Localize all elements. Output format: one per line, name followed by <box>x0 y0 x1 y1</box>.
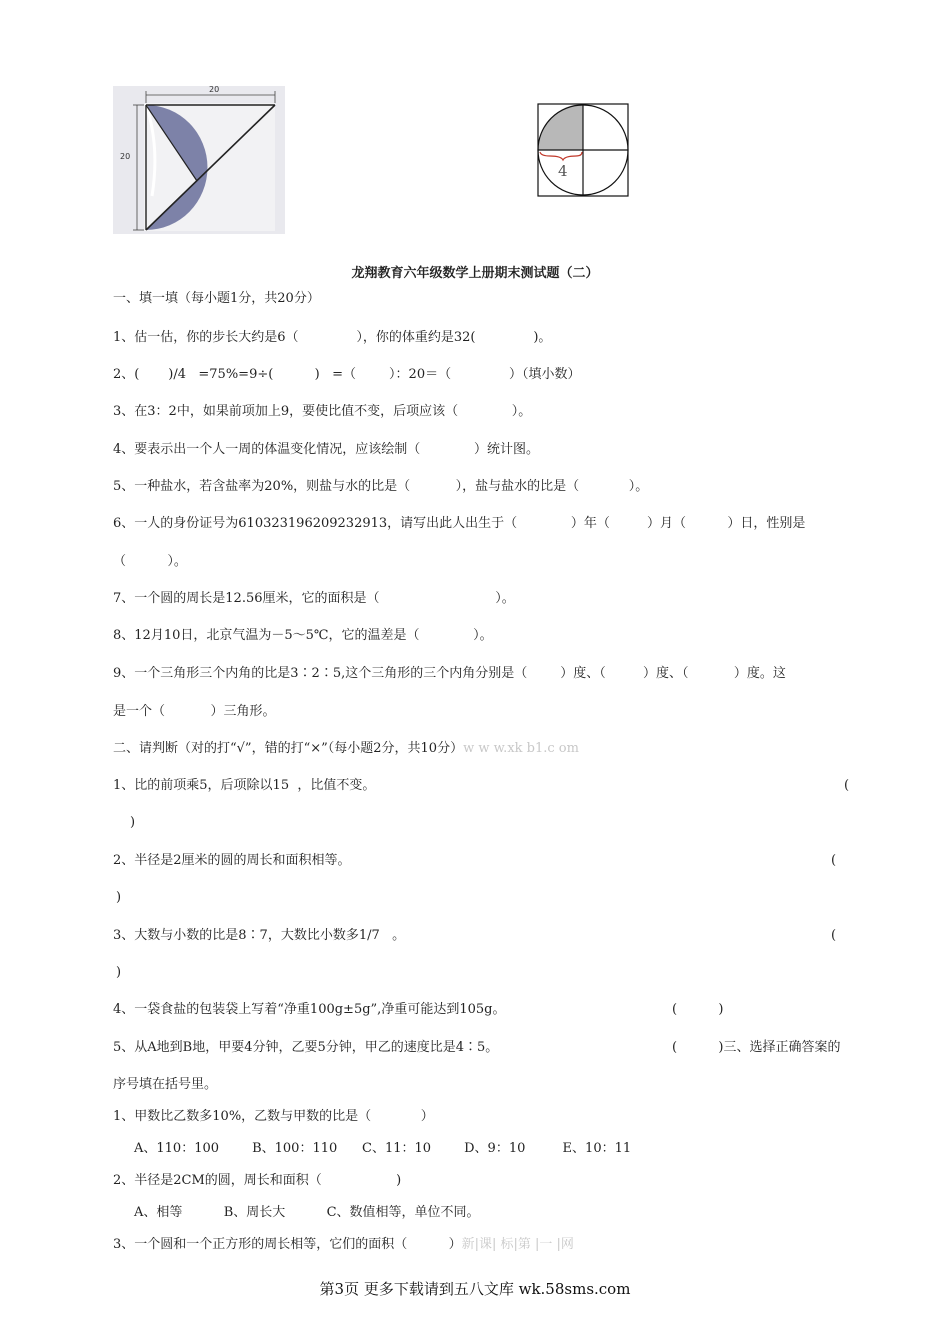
s2-q1-paren-close: ) <box>130 815 136 830</box>
s1-q2: 2、( )/4 =75%=9÷( ) =（ ）：20＝（ ）（填小数） <box>113 367 581 382</box>
s1-q9-line2: 是一个（ ）三角形。 <box>113 704 276 719</box>
s2-q5-paren-text: ( ) <box>672 1040 724 1055</box>
s2-q5: 5、从A地到B地，甲要4分钟，乙要5分钟，甲乙的速度比是4∶5。 <box>113 1040 499 1055</box>
s2-q2-paren-close: ) <box>116 890 122 905</box>
section3-heading: 三、选择正确答案的 <box>723 1040 841 1055</box>
page-footer: 第3页 更多下载请到五八文库 wk.58sms.com <box>319 1280 631 1298</box>
s2-q3: 3、大数与小数的比是8∶7，大数比小数多1/7 。 <box>113 928 406 943</box>
s2-q1: 1、比的前项乘5，后项除以15 ，比值不变。 <box>113 778 376 793</box>
s3-q2-options: A、相等 B、周长大 C、数值相等，单位不同。 <box>134 1205 480 1220</box>
s3-q3 <box>113 1237 574 1253</box>
circle-in-square-figure <box>535 100 635 198</box>
s3-watermark: 新|课| 标|第 |一 |网 <box>461 1237 574 1252</box>
s2-q3-paren-close: ) <box>116 965 122 980</box>
s1-q3: 3、在3：2中，如果前项加上9，要使比值不变，后项应该（ ）。 <box>113 404 532 419</box>
s2-q2: 2、半径是2厘米的圆的周长和面积相等。 <box>113 853 351 868</box>
page-title: 龙翔教育六年级数学上册期末测试题（二） <box>351 266 599 281</box>
s1-q7: 7、一个圆的周长是12.56厘米，它的面积是（ ）。 <box>113 591 515 606</box>
section2-heading <box>113 741 579 757</box>
s3-q2: 2、半径是2CM的圆，周长和面积（ ) <box>113 1173 402 1188</box>
s3-q3-text: 3、一个圆和一个正方形的周长相等，它们的面积（ ） <box>113 1237 462 1252</box>
s1-q4: 4、要表示出一个人一周的体温变化情况，应该绘制（ ）统计图。 <box>113 442 539 457</box>
s1-q1: 1、估一估，你的步长大约是6（ ），你的体重约是32( )。 <box>113 330 552 345</box>
s2-q2-paren-open: ( <box>831 853 837 868</box>
s1-q8: 8、12月10日，北京气温为－5～5℃，它的温差是（ ）。 <box>113 628 493 643</box>
section3-heading-cont: 序号填在括号里。 <box>113 1077 218 1092</box>
figure-radius-label: 4 <box>558 162 568 180</box>
s1-q6-line2: （ ）。 <box>113 554 187 569</box>
s3-q1-options: A、110：100 B、100：110 C、11：10 D、9：10 E、10：11 <box>134 1141 632 1156</box>
s2-q1-paren-open: ( <box>844 778 850 793</box>
figure-top-label: 20 <box>209 86 220 94</box>
section1-heading: 一、填一填（每小题1分，共20分） <box>113 291 320 306</box>
s2-q5-paren <box>672 1040 840 1056</box>
figure-side-label: 20 <box>120 152 131 161</box>
s1-q6-line1: 6、一人的身份证号为610323196209232913，请写出此人出生于（ ）年（ ）月（ ）日，性别是 <box>113 516 806 531</box>
s2-q4-paren: ( ) <box>672 1002 724 1017</box>
s2-q3-paren-open: ( <box>831 928 837 943</box>
semicircle-triangle-figure <box>113 86 285 234</box>
s3-q1: 1、甲数比乙数多10%，乙数与甲数的比是（ ） <box>113 1109 434 1124</box>
s1-q9-line1: 9、一个三角形三个内角的比是3∶2∶5,这个三角形的三个内角分别是（ ）度、（ ）度、（ ）度。这 <box>113 666 786 681</box>
s1-q5: 5、一种盐水，若含盐率为20%，则盐与水的比是（ ），盐与盐水的比是（ ）。 <box>113 479 649 494</box>
watermark-text: w w w.xk b1.c om <box>463 741 579 756</box>
s2-q4: 4、一袋食盐的包装袋上写着“净重100g±5g”,净重可能达到105g。 <box>113 1002 506 1017</box>
section2-heading-text: 二、请判断（对的打“√”，错的打“×”（每小题2分，共10分） <box>113 741 464 756</box>
